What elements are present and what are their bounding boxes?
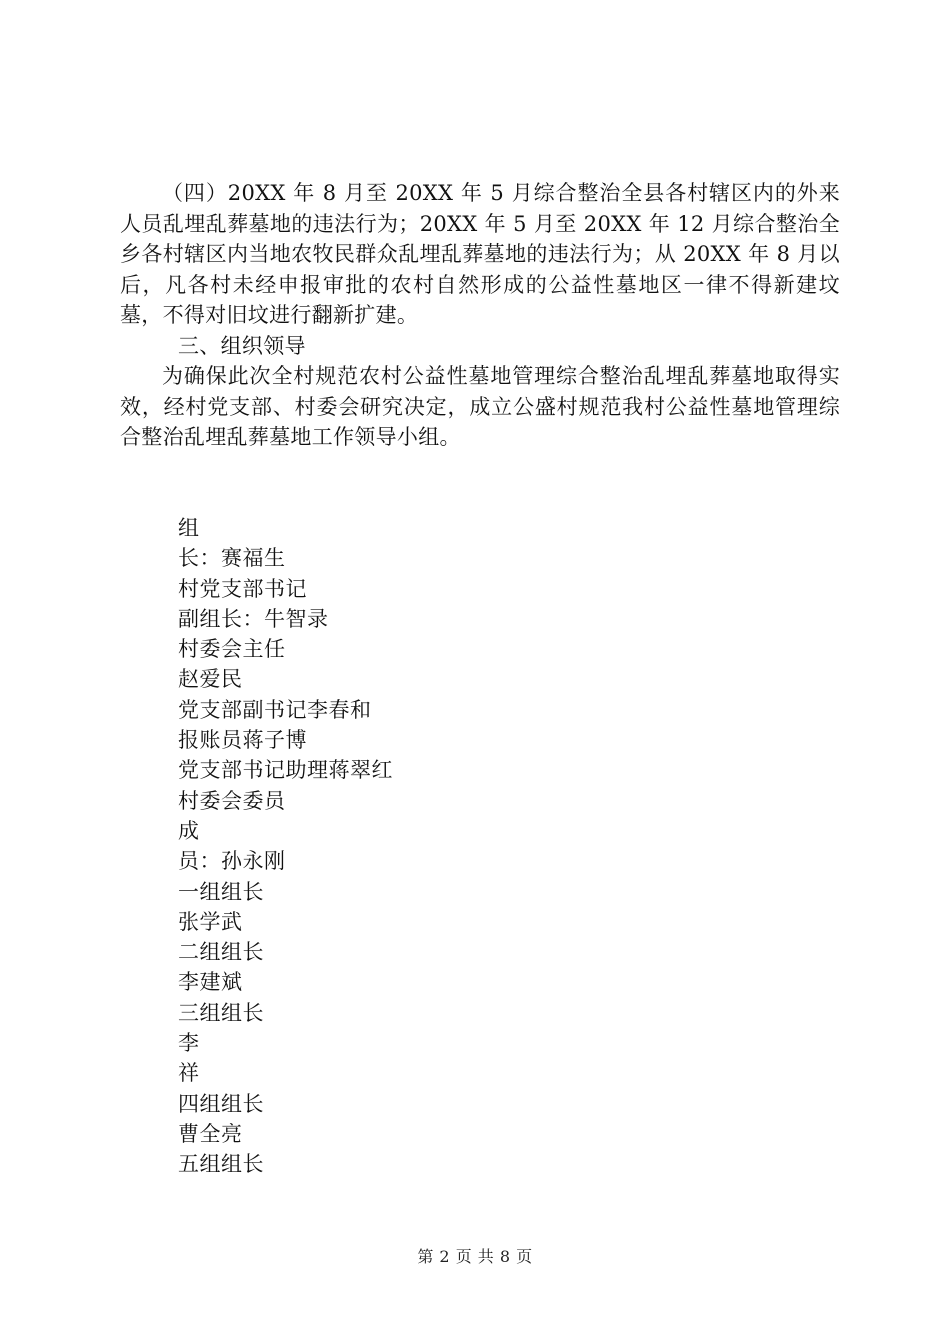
roster-line: 祥 <box>178 1061 200 1086</box>
page-footer: 第 2 页 共 8 页 <box>417 1247 533 1266</box>
roster-line: 四组组长 <box>178 1091 264 1116</box>
roster-line: 村委会主任 <box>178 637 286 662</box>
roster-line: 长：赛福生 <box>178 546 286 571</box>
roster-line: 李建斌 <box>178 970 243 995</box>
roster-line: 村党支部书记 <box>178 576 307 601</box>
roster-line: 赵爱民 <box>178 667 243 692</box>
roster-line: 一组组长 <box>178 879 264 904</box>
roster-line: 报账员蒋子博 <box>178 728 307 753</box>
roster-line: 党支部副书记李春和 <box>178 697 372 722</box>
roster-line: 曹全亮 <box>178 1121 243 1146</box>
roster-line: 李 <box>178 1031 200 1056</box>
roster-line: 党支部书记助理蒋翠红 <box>178 758 393 783</box>
roster-line: 村委会委员 <box>178 788 286 813</box>
section-heading: 三、组织领导 <box>178 333 306 358</box>
leadership-roster <box>178 513 393 1180</box>
roster-line: 副组长：牛智录 <box>178 606 329 631</box>
document-body <box>120 178 840 453</box>
roster-line: 成 <box>178 818 200 843</box>
roster-line: 员：孙永刚 <box>178 849 286 874</box>
roster-line: 三组组长 <box>178 1000 264 1025</box>
roster-line: 组 <box>178 516 200 540</box>
roster-line: 张学武 <box>178 909 243 934</box>
section-paragraph: 为确保此次全村规范农村公益性墓地管理综合整治乱埋乱葬墓地取得实效，经村党支部、村委会研究决定，成立公盛村规范我村公益性墓地管理综合整治乱埋乱葬墓地工作领导小组。 <box>120 364 840 449</box>
roster-line: 五组组长 <box>178 1152 264 1177</box>
roster-line: 二组组长 <box>178 940 264 965</box>
paragraph-four: （四）20XX 年 8 月至 20XX 年 5 月综合整治全县各村辖区内的外来人员乱埋乱葬墓地的违法行为；20XX 年 5 月至 20XX 年 12 月综合整治全乡各村辖区内当地农牧民群众乱埋乱葬墓地的违法行为；从 20XX 年 8 月以后，凡各村未经申报审批的农村自然形成的公益性墓地区一律不得新建坟墓，不得对旧坟进行翻新扩建。 <box>120 181 840 327</box>
